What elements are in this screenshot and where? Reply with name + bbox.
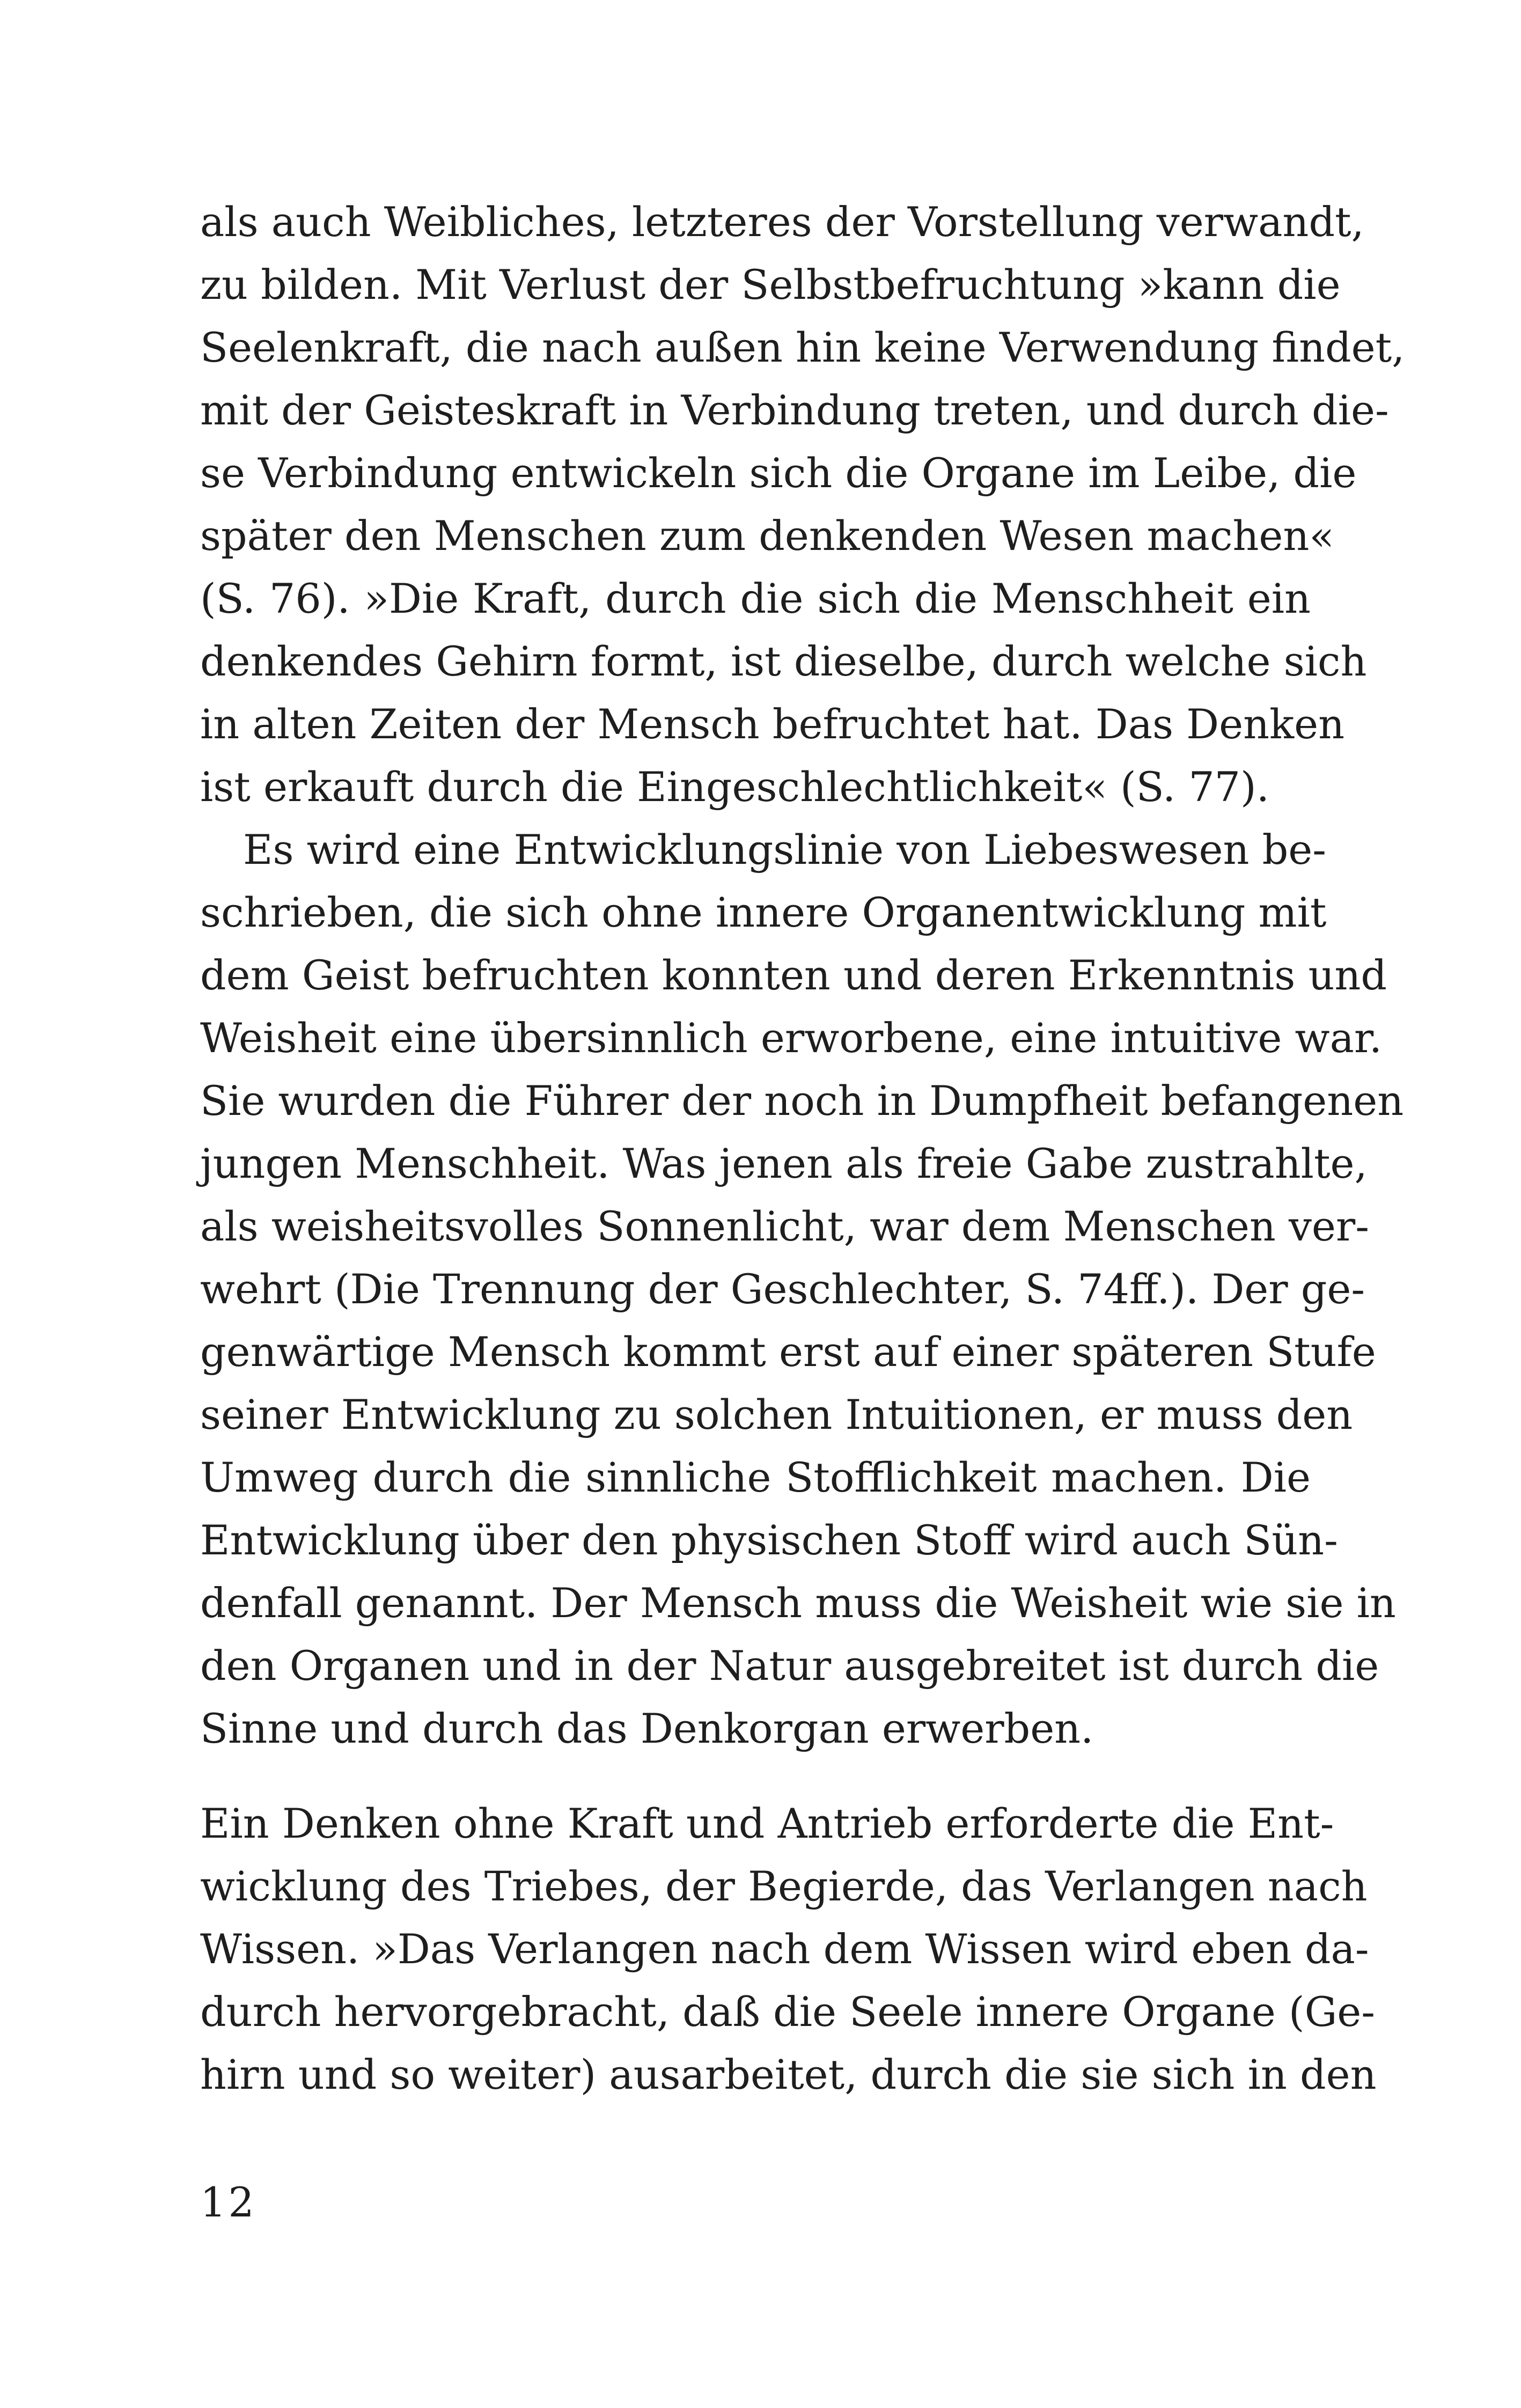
paragraph-3 [200, 1792, 1377, 2106]
paragraph-1 [200, 190, 1405, 818]
text-line: ist erkauft durch die Eingeschlechtlichkeit« (S. 77). [200, 763, 1269, 811]
text-line: Sie wurden die Führer der noch in Dumpfheit befangenen [200, 1077, 1404, 1125]
text-line: zu bilden. Mit Verlust der Selbstbefruchtung »kann die [200, 261, 1341, 309]
text-line: den Organen und in der Natur ausgebreitet ist durch die [200, 1642, 1379, 1690]
text-line: Ein Denken ohne Kraft und Antrieb erforderte die Ent- [200, 1800, 1334, 1847]
text-line: hirn und so weiter) ausarbeitet, durch die sie sich in den [200, 2051, 1377, 2098]
text-line: in alten Zeiten der Mensch befruchtet hat. Das Denken [200, 700, 1345, 748]
text-line: denkendes Gehirn formt, ist dieselbe, durch welche sich [200, 637, 1367, 685]
text-line: durch hervorgebracht, daß die Seele innere Organe (Ge- [200, 1988, 1375, 2036]
text-line: wehrt (Die Trennung der Geschlechter, S. 74ff.). Der ge- [200, 1265, 1365, 1313]
text-line: als auch Weibliches, letzteres der Vorstellung verwandt, [200, 198, 1364, 246]
text-line: seiner Entwicklung zu solchen Intuitionen, er muss den [200, 1391, 1353, 1438]
text-line: denfall genannt. Der Mensch muss die Weisheit wie sie in [200, 1579, 1396, 1627]
text-line: wicklung des Triebes, der Begierde, das Verlangen nach [200, 1862, 1368, 1910]
text-line: genwärtige Mensch kommt erst auf einer späteren Stufe [200, 1328, 1376, 1376]
text-line: Umweg durch die sinnliche Stofflichkeit machen. Die [200, 1453, 1311, 1501]
text-line: als weisheitsvolles Sonnenlicht, war dem Menschen ver- [200, 1202, 1369, 1250]
text-line: Es wird eine Entwicklungslinie von Liebeswesen be- [243, 826, 1326, 873]
text-line: später den Menschen zum denkenden Wesen machen« [200, 512, 1334, 560]
text-line: mit der Geisteskraft in Verbindung treten, und durch die- [200, 386, 1389, 434]
text-line: dem Geist befruchten konnten und deren Erkenntnis und [200, 951, 1387, 999]
text-line: Wissen. »Das Verlangen nach dem Wissen wird eben da- [200, 1925, 1369, 1973]
text-line: schrieben, die sich ohne innere Organentwicklung mit [200, 889, 1327, 936]
text-line: Seelenkraft, die nach außen hin keine Verwendung findet, [200, 324, 1405, 371]
text-line: Sinne und durch das Denkorgan erwerben. [200, 1705, 1094, 1752]
text-line: se Verbindung entwickeln sich die Organe im Leibe, die [200, 449, 1357, 497]
text-line: Weisheit eine übersinnlich erworbene, eine intuitive war. [200, 1014, 1383, 1062]
text-line: Entwicklung über den physischen Stoff wird auch Sün- [200, 1516, 1338, 1564]
page-number: 12 [200, 2178, 256, 2226]
paragraph-2 [200, 818, 1404, 1760]
text-line: jungen Menschheit. Was jenen als freie Gabe zustrahlte, [200, 1140, 1368, 1187]
text-line: (S. 76). »Die Kraft, durch die sich die Menschheit ein [200, 575, 1311, 622]
